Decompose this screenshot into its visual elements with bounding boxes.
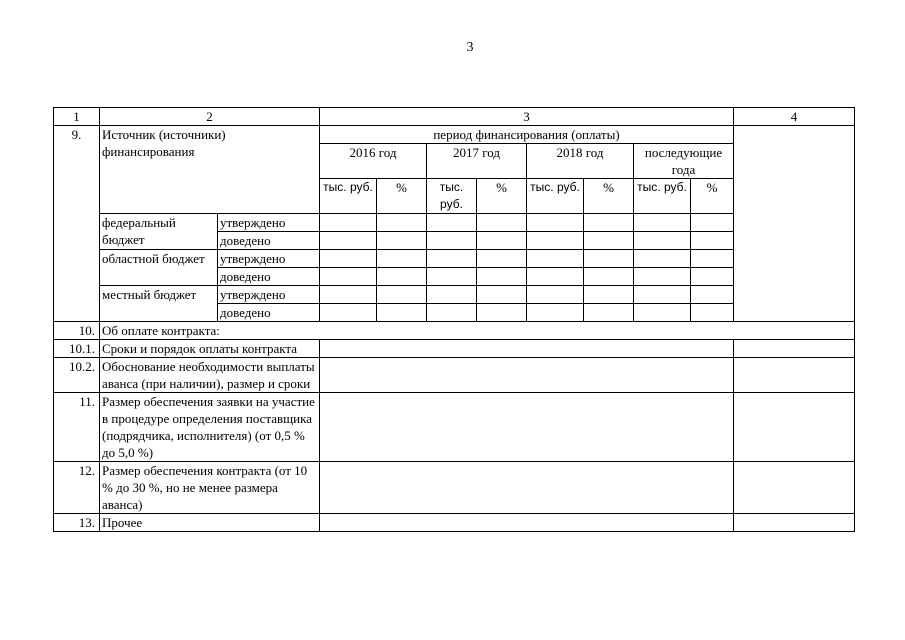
value-cell[interactable] xyxy=(377,214,427,232)
budget-name: местный бюджет xyxy=(100,286,218,322)
value-cell[interactable] xyxy=(584,232,634,250)
value-cell[interactable] xyxy=(427,304,477,322)
section-value-cell[interactable] xyxy=(320,393,734,462)
value-cell[interactable] xyxy=(691,286,734,304)
budget-status: доведено xyxy=(218,268,320,286)
section-value-cell[interactable] xyxy=(320,462,734,514)
financing-row xyxy=(54,126,855,144)
budget-status: утверждено xyxy=(218,214,320,232)
section-row xyxy=(54,322,855,340)
value-cell[interactable] xyxy=(527,268,584,286)
value-cell[interactable] xyxy=(584,304,634,322)
value-cell[interactable] xyxy=(320,304,377,322)
value-cell[interactable] xyxy=(377,286,427,304)
section-row xyxy=(54,462,855,514)
section-label: Размер обеспечения контракта (от 10 % до 30 %, но не менее размера аванса) xyxy=(100,462,320,514)
unit-label: тыс. руб. xyxy=(427,179,477,214)
percent-label: % xyxy=(584,179,634,214)
value-cell[interactable] xyxy=(527,250,584,268)
value-cell[interactable] xyxy=(691,268,734,286)
value-cell[interactable] xyxy=(427,232,477,250)
row-number: 12. xyxy=(54,462,100,514)
value-cell[interactable] xyxy=(427,214,477,232)
unit-label: тыс. руб. xyxy=(527,179,584,214)
value-cell[interactable] xyxy=(320,214,377,232)
section-row xyxy=(54,340,855,358)
value-cell[interactable] xyxy=(377,250,427,268)
value-cell[interactable] xyxy=(634,286,691,304)
column-number: 3 xyxy=(320,108,734,126)
value-cell[interactable] xyxy=(584,214,634,232)
value-cell[interactable] xyxy=(584,286,634,304)
year-header: 2016 год xyxy=(320,144,427,179)
value-cell[interactable] xyxy=(427,286,477,304)
budget-status: доведено xyxy=(218,232,320,250)
row-number: 10.1. xyxy=(54,340,100,358)
section-col4-cell[interactable] xyxy=(734,340,855,358)
column-number: 4 xyxy=(734,108,855,126)
value-cell[interactable] xyxy=(377,268,427,286)
budget-name: федеральный бюджет xyxy=(100,214,218,250)
value-cell[interactable] xyxy=(527,232,584,250)
section-label: Обоснование необходимости выплаты аванса (при наличии), размер и сроки xyxy=(100,358,320,393)
value-cell[interactable] xyxy=(584,268,634,286)
value-cell[interactable] xyxy=(634,268,691,286)
value-cell[interactable] xyxy=(477,268,527,286)
column-number: 2 xyxy=(100,108,320,126)
value-cell[interactable] xyxy=(691,304,734,322)
value-cell[interactable] xyxy=(320,286,377,304)
row-number: 10. xyxy=(54,322,100,340)
percent-label: % xyxy=(477,179,527,214)
section-col4-cell[interactable] xyxy=(734,393,855,462)
value-cell[interactable] xyxy=(427,250,477,268)
section-label: Прочее xyxy=(100,514,320,532)
budget-status: утверждено xyxy=(218,286,320,304)
section-value-cell[interactable] xyxy=(320,514,734,532)
value-cell[interactable] xyxy=(477,250,527,268)
row-number: 9. xyxy=(54,126,100,322)
section-row xyxy=(54,358,855,393)
section-col4-cell[interactable] xyxy=(734,462,855,514)
row-number: 11. xyxy=(54,393,100,462)
value-cell[interactable] xyxy=(320,250,377,268)
section-value-cell[interactable] xyxy=(320,358,734,393)
value-cell[interactable] xyxy=(320,268,377,286)
value-cell[interactable] xyxy=(477,304,527,322)
value-cell[interactable] xyxy=(634,214,691,232)
value-cell[interactable] xyxy=(477,214,527,232)
section-col4-cell[interactable] xyxy=(734,514,855,532)
value-cell[interactable] xyxy=(527,214,584,232)
value-cell[interactable] xyxy=(634,304,691,322)
value-cell[interactable] xyxy=(691,214,734,232)
value-cell[interactable] xyxy=(691,250,734,268)
year-header: 2018 год xyxy=(527,144,634,179)
section-label: Сроки и порядок оплаты контракта xyxy=(100,340,320,358)
page-number: 3 xyxy=(466,40,474,55)
section-col4-cell[interactable] xyxy=(734,358,855,393)
unit-label: тыс. руб. xyxy=(320,179,377,214)
value-cell[interactable] xyxy=(527,304,584,322)
financing-source-label: Источник (источники) финансирования xyxy=(100,126,320,214)
column-number-row xyxy=(54,108,855,126)
unit-label: тыс. руб. xyxy=(634,179,691,214)
percent-label: % xyxy=(691,179,734,214)
budget-name: областной бюджет xyxy=(100,250,218,286)
value-cell[interactable] xyxy=(377,232,427,250)
contract-form-table xyxy=(53,107,855,532)
value-cell[interactable] xyxy=(691,232,734,250)
value-cell[interactable] xyxy=(634,250,691,268)
value-cell[interactable] xyxy=(377,304,427,322)
budget-status: доведено xyxy=(218,304,320,322)
value-cell[interactable] xyxy=(477,286,527,304)
value-cell[interactable] xyxy=(477,232,527,250)
value-cell[interactable] xyxy=(427,268,477,286)
row-number: 10.2. xyxy=(54,358,100,393)
section-label: Об оплате контракта: xyxy=(100,322,855,340)
financing-period-label: период финансирования (оплаты) xyxy=(320,126,734,144)
year-header: 2017 год xyxy=(427,144,527,179)
value-cell[interactable] xyxy=(634,232,691,250)
value-cell[interactable] xyxy=(527,286,584,304)
section-label: Размер обеспечения заявки на участие в процедуре определения поставщика (подрядчика, исполнителя) (от 0,5 % до 5,0 %) xyxy=(100,393,320,462)
value-cell[interactable] xyxy=(320,232,377,250)
percent-label: % xyxy=(377,179,427,214)
section-value-cell[interactable] xyxy=(320,340,734,358)
financing-col4-cell[interactable] xyxy=(734,126,855,322)
section-row xyxy=(54,514,855,532)
year-header: последующие года xyxy=(634,144,734,179)
column-number: 1 xyxy=(54,108,100,126)
value-cell[interactable] xyxy=(584,250,634,268)
section-row xyxy=(54,393,855,462)
row-number: 13. xyxy=(54,514,100,532)
budget-status: утверждено xyxy=(218,250,320,268)
